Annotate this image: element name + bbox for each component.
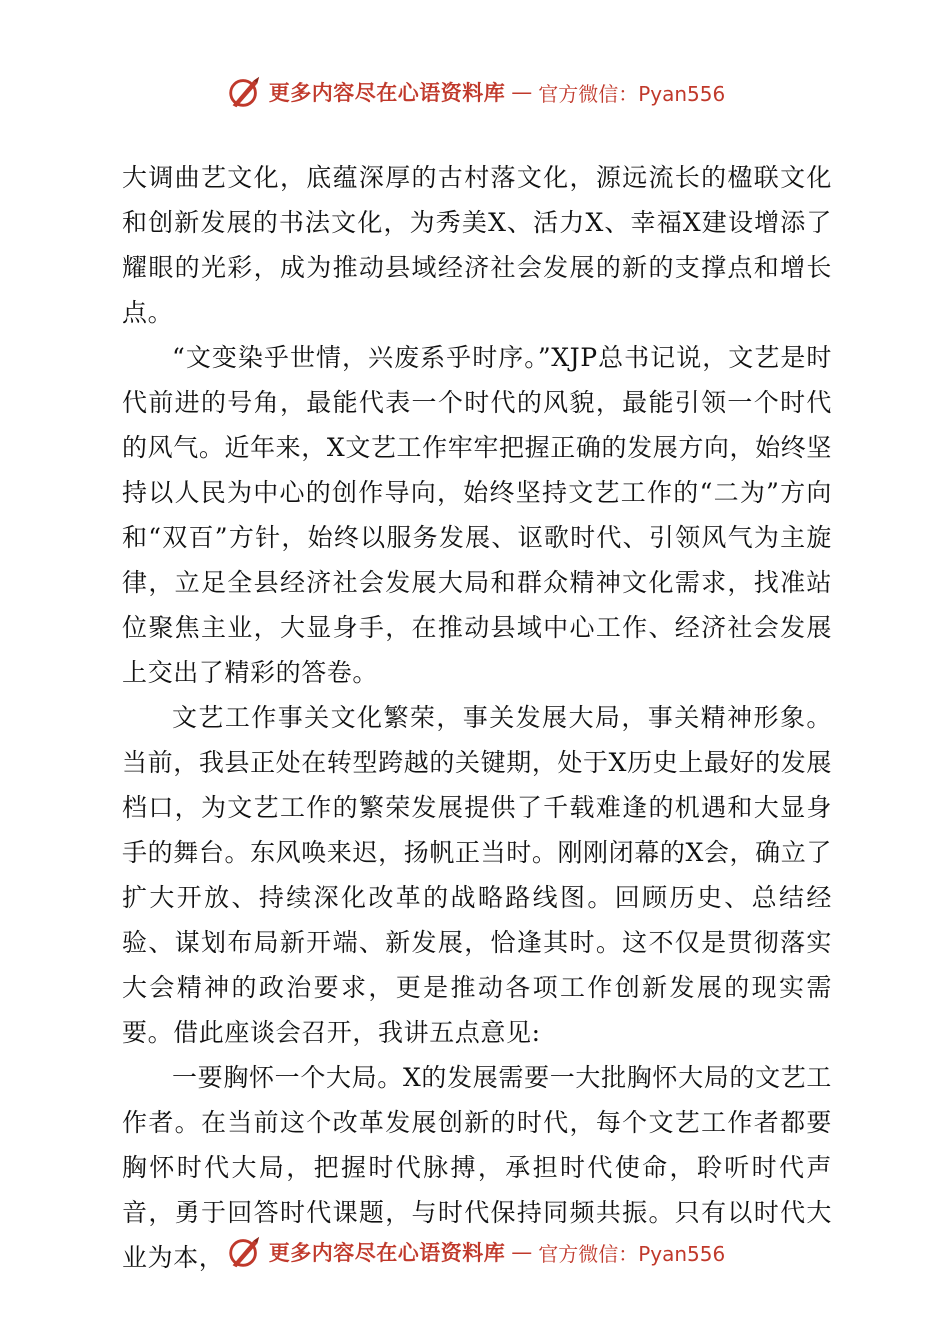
document-body bbox=[122, 155, 832, 1280]
banner-separator: — bbox=[511, 1240, 533, 1264]
paragraph-2: “文变染乎世情，兴废系乎时序。”XJP总书记说，文艺是时代前进的号角，最能代表一个时代的风貌，最能引领一个时代的风气。近年来，X文艺工作牢牢把握正确的发展方向，始终坚持以人民为中心的创作导向，始终坚持文艺工作的“二为”方向和“双百”方针，始终以服务发展、讴歌时代、引领风气为主旋律，立足全县经济社会发展大局和群众精神文化需求，找准站位聚焦主业，大显身手，在推动县域中心工作、经济社会发展上交出了精彩的答卷。 bbox=[122, 343, 832, 687]
paragraph-3: 文艺工作事关文化繁荣，事关发展大局，事关精神形象。当前，我县正处在转型跨越的关键期，处于X历史上最好的发展档口，为文艺工作的繁荣发展提供了千载难逢的机遇和大显身手的舞台。东风唤来迟，扬帆正当时。刚刚闭幕的X会，确立了扩大开放、持续深化改革的战略路线图。回顾历史、总结经验、谋划布局新开端、新发展，恰逢其时。这不仅是贯彻落实大会精神的政治要求，更是推动各项工作创新发展的现实需要。借此座谈会召开，我讲五点意见: bbox=[122, 703, 832, 1047]
pen-logo-icon bbox=[225, 73, 263, 111]
banner-title: 更多内容尽在心语资料库 bbox=[268, 80, 506, 105]
banner-title: 更多内容尽在心语资料库 bbox=[268, 1240, 506, 1265]
banner-wechat: 官方微信：Pyan556 bbox=[538, 1241, 726, 1266]
paragraph-4: 一要胸怀一个大局。X的发展需要一大批胸怀大局的文艺工作者。在当前这个改革发展创新的时代，每个文艺工作者都要胸怀时代大局，把握时代脉搏，承担时代使命，聆听时代声音，勇于回答时代课题，与时代保持同频共振。只有以时代大业为本， bbox=[122, 1063, 832, 1272]
pen-logo-icon bbox=[225, 1233, 263, 1271]
paragraph-1: 大调曲艺文化，底蕴深厚的古村落文化，源远流长的楹联文化和创新发展的书法文化，为秀美X、活力X、幸福X建设增添了耀眼的光彩，成为推动县域经济社会发展的新的支撑点和增长点。 bbox=[122, 163, 832, 327]
footer-banner bbox=[0, 1232, 950, 1272]
banner-wechat: 官方微信：Pyan556 bbox=[538, 81, 726, 106]
header-banner bbox=[0, 72, 950, 112]
banner-separator: — bbox=[511, 80, 533, 104]
